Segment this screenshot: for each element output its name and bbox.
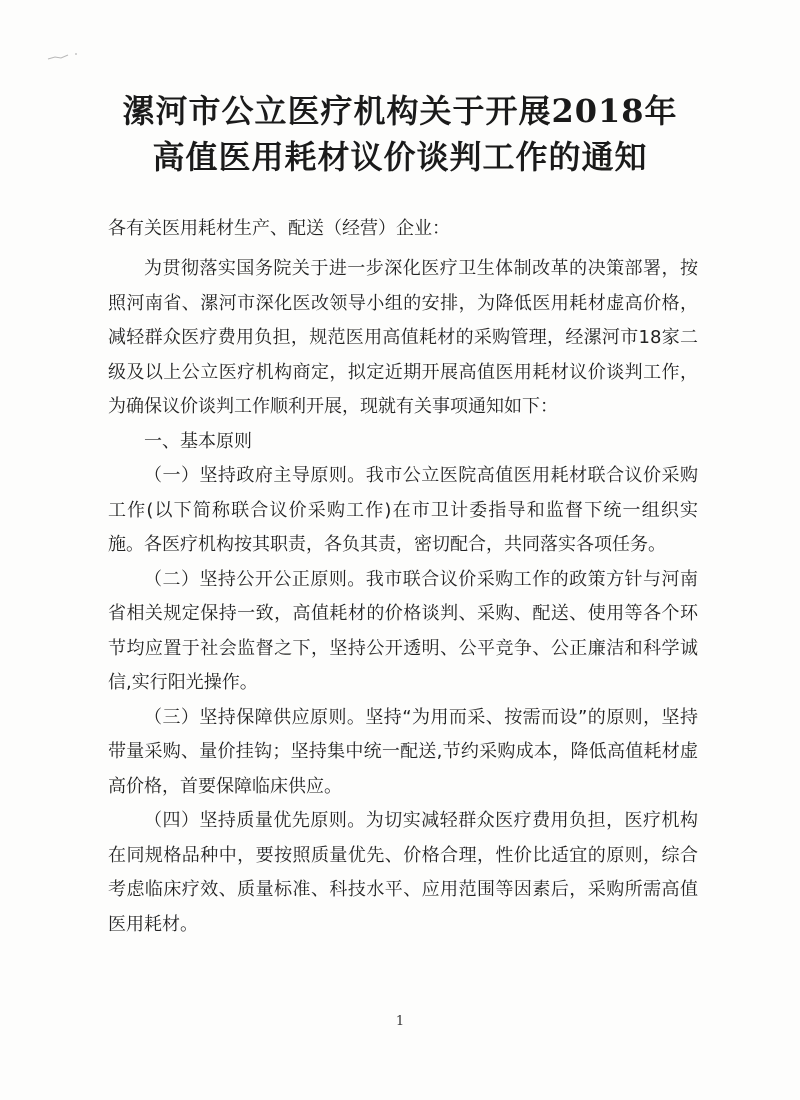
scan-speck-mark: [46, 52, 80, 62]
principle-paragraph-3: （三）坚持保障供应原则。坚持“为用而采、按需而设”的原则，坚持带量采购、量价挂钩；坚持集中统一配送,节约采购成本，降低高值耗材虚高价格，首要保障临床供应。: [108, 706, 698, 797]
principle-paragraph-4: （四）坚持质量优先原则。为切实减轻群众医疗费用负担，医疗机构在同规格品种中，要按照质量优先、价格合理，性价比适宜的原则，综合考虑临床疗效、质量标准、科技水平、应用范围等因素后，采购所需高值医用耗材。: [108, 810, 698, 935]
page-number: 1: [395, 1014, 405, 1029]
document-title-line-2: 高值医用耗材议价谈判工作的通知: [152, 138, 648, 176]
section-heading: 一、基本原则: [144, 430, 252, 452]
intro-paragraph: 为贯彻落实国务院关于进一步深化医疗卫生体制改革的决策部署，按照河南省、漯河市深化医改领导小组的安排，为降低医用耗材虚高价格，减轻群众医疗费用负担，规范医用高值耗材的采购管理，经漯河市18家二级及以上公立医疗机构商定，拟定近期开展高值医用耗材议价谈判工作，为确保议价谈判工作顺利开展，现就有关事项通知如下：: [108, 258, 698, 417]
principle-paragraph-1: （一）坚持政府主导原则。我市公立医院高值医用耗材联合议价采购工作(以下简称联合议价采购工作)在市卫计委指导和监督下统一组织实施。各医疗机构按其职责，各负其责，密切配合，共同落实各项任务。: [108, 465, 698, 555]
salutation: 各有关医用耗材生产、配送（经营）企业：: [108, 218, 450, 239]
document-body: [108, 252, 698, 942]
principle-paragraph-2: （二）坚持公开公正原则。我市联合议价采购工作的政策方针与河南省相关规定保持一致，高值耗材的价格谈判、采购、配送、使用等各个环节均应置于社会监督之下，坚持公开透明、公平竞争、公正廉洁和科学诚信,实行阳光操作。: [108, 568, 698, 693]
document-title-line-1: 漯河市公立医疗机构关于开展2018年: [122, 92, 678, 130]
